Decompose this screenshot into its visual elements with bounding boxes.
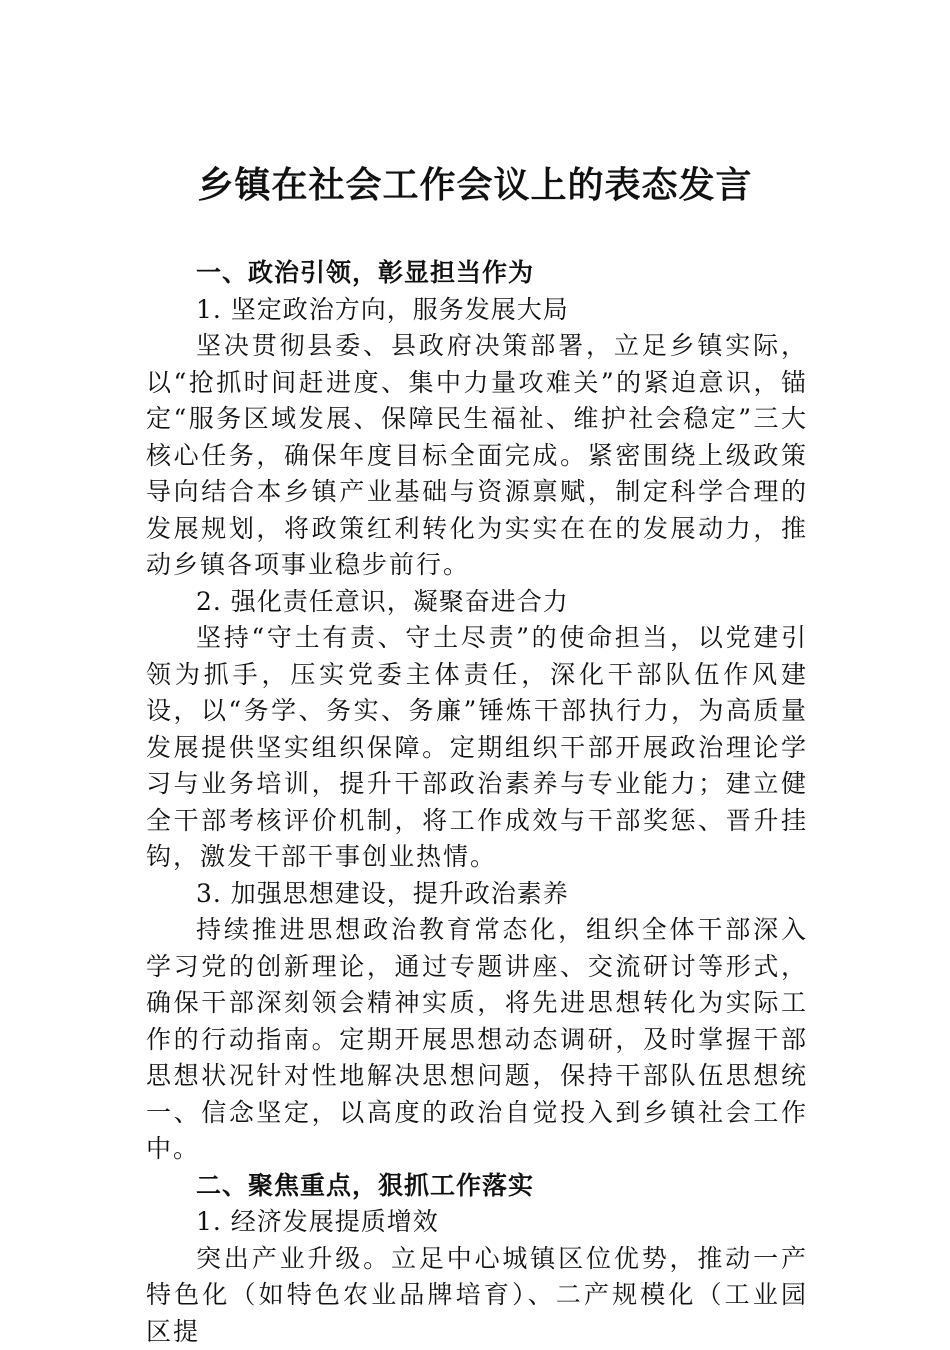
subsection-heading-1-2: 2. 强化责任意识，凝聚奋进合力 [146, 584, 808, 621]
paragraph-1-2: 坚持“守土有责、守土尽责”的使命担当，以党建引领为抓手，压实党委主体责任，深化干部队伍作风建设，以“务学、务实、务廉”锤炼干部执行力，为高质量发展提供坚实组织保障。定期组织干部开展政治理论学习与业务培训，提升干部政治素养与专业能力；建立健全干部考核评价机制，将工作成效与干部奖惩、晋升挂钩，激发干部干事创业热情。 [146, 620, 808, 876]
paragraph-1-1: 坚决贯彻县委、县政府决策部署，立足乡镇实际，以“抢抓时间赶进度、集中力量攻难关”的紧迫意识，锚定“服务区域发展、保障民生福祉、维护社会稳定”三大核心任务，确保年度目标全面完成。紧密围绕上级政策导向结合本乡镇产业基础与资源禀赋，制定科学合理的发展规划，将政策红利转化为实实在在的发展动力，推动乡镇各项事业稳步前行。 [146, 328, 808, 584]
subsection-heading-1-1: 1. 坚定政治方向，服务发展大局 [146, 292, 808, 329]
subsection-heading-2-1: 1. 经济发展提质增效 [146, 1204, 808, 1241]
paragraph-2-1: 突出产业升级。立足中心城镇区位优势，推动一产特色化（如特色农业品牌培育）、二产规模化（工业园区提 [146, 1241, 808, 1350]
document-body [146, 255, 808, 1350]
subsection-heading-1-3: 3. 加强思想建设，提升政治素养 [146, 876, 808, 913]
document-title: 乡镇在社会工作会议上的表态发言 [0, 160, 950, 210]
section-heading-2: 二、聚焦重点，狠抓工作落实 [146, 1168, 808, 1205]
section-heading-1: 一、政治引领，彰显担当作为 [146, 255, 808, 292]
paragraph-1-3: 持续推进思想政治教育常态化，组织全体干部深入学习党的创新理论，通过专题讲座、交流研讨等形式，确保干部深刻领会精神实质，将先进思想转化为实际工作的行动指南。定期开展思想动态调研，及时掌握干部思想状况针对性地解决思想问题，保持干部队伍思想统一、信念坚定，以高度的政治自觉投入到乡镇社会工作中。 [146, 912, 808, 1168]
